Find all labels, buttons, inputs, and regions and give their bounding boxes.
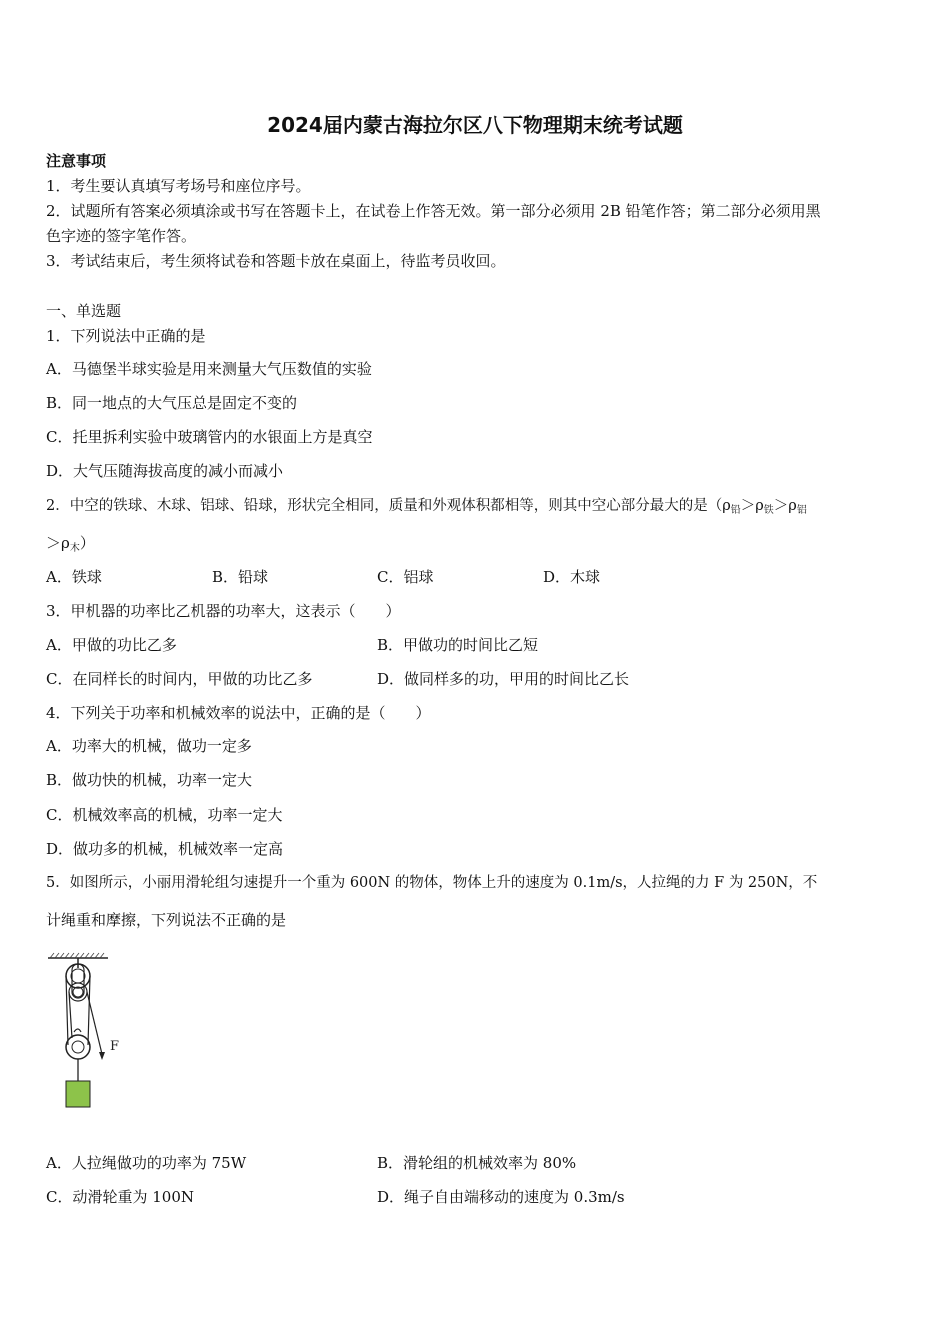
notice-item: 色字迹的签字笔作答。 bbox=[46, 227, 197, 245]
question-2-stem bbox=[46, 496, 807, 518]
question-1-stem: 1．下列说法中正确的是 bbox=[46, 327, 206, 345]
question-5-stem: 5．如图所示，小丽用滑轮组匀速提升一个重为 600N 的物体，物体上升的速度为 0.1m/s，人拉绳的力 F 为 250N，不 bbox=[46, 875, 818, 891]
question-5-option-c[interactable]: C．动滑轮重为 100N bbox=[46, 1188, 195, 1206]
question-2-stem-text: 2．中空的铁球、木球、铝球、铅球，形状完全相同，质量和外观体积都相等，则其中空心部分最大的是（ρ bbox=[46, 498, 731, 514]
force-label: F bbox=[110, 1039, 120, 1054]
density-subscript: 木 bbox=[69, 543, 80, 554]
density-subscript: 铁 bbox=[763, 505, 774, 516]
question-3-option-c[interactable]: C．在同样长的时间内，甲做的功比乙多 bbox=[46, 670, 313, 688]
question-3-option-b[interactable]: B．甲做功的时间比乙短 bbox=[377, 636, 539, 654]
pulley-system-figure bbox=[44, 950, 134, 1115]
question-5-option-a[interactable]: A．人拉绳做功的功率为 75W bbox=[46, 1154, 247, 1172]
question-1-option-d[interactable]: D．大气压随海拔高度的减小而减小 bbox=[46, 462, 284, 480]
question-2-option-b[interactable]: B．铅球 bbox=[212, 568, 269, 586]
greater-than: ＞ρ bbox=[740, 498, 764, 514]
question-2-option-c[interactable]: C．铝球 bbox=[377, 568, 434, 586]
notice-item: 1．考生要认真填写考场号和座位序号。 bbox=[46, 177, 311, 195]
question-2-option-a[interactable]: A．铁球 bbox=[46, 568, 102, 586]
closing-paren: ） bbox=[79, 534, 95, 552]
question-5-stem-cont: 计绳重和摩擦，下列说法不正确的是 bbox=[46, 911, 287, 929]
question-2-stem-cont bbox=[46, 533, 95, 556]
notice-item: 3．考试结束后，考生须将试卷和答题卡放在桌面上，待监考员收回。 bbox=[46, 252, 506, 270]
question-3-option-d[interactable]: D．做同样多的功，甲用的时间比乙长 bbox=[377, 670, 630, 688]
question-4-option-b[interactable]: B．做功快的机械，功率一定大 bbox=[46, 771, 253, 789]
weight-block bbox=[66, 1081, 90, 1107]
question-1-option-b[interactable]: B．同一地点的大气压总是固定不变的 bbox=[46, 394, 298, 412]
question-3-stem: 3．甲机器的功率比乙机器的功率大，这表示（ ） bbox=[46, 602, 401, 620]
arrow-down-icon bbox=[99, 1052, 105, 1060]
question-5-option-b[interactable]: B．滑轮组的机械效率为 80% bbox=[377, 1154, 577, 1172]
question-2-option-d[interactable]: D．木球 bbox=[543, 568, 601, 586]
question-3-option-a[interactable]: A．甲做的功比乙多 bbox=[46, 636, 177, 654]
question-4-stem: 4．下列关于功率和机械效率的说法中，正确的是（ ） bbox=[46, 704, 431, 722]
question-5-option-d[interactable]: D．绳子自由端移动的速度为 0.3m/s bbox=[377, 1188, 625, 1206]
greater-than: ＞ρ bbox=[46, 534, 70, 552]
notice-heading: 注意事项 bbox=[46, 152, 107, 170]
question-1-option-c[interactable]: C．托里拆利实验中玻璃管内的水银面上方是真空 bbox=[46, 428, 373, 446]
section-heading: 一、单选题 bbox=[46, 302, 122, 320]
density-subscript: 铅 bbox=[730, 505, 741, 516]
page-title: 2024届内蒙古海拉尔区八下物理期末统考试题 bbox=[267, 113, 683, 137]
question-4-option-d[interactable]: D．做功多的机械，机械效率一定高 bbox=[46, 840, 284, 858]
movable-pulley bbox=[66, 1035, 90, 1059]
question-4-option-c[interactable]: C．机械效率高的机械，功率一定大 bbox=[46, 806, 283, 824]
notice-item: 2．试题所有答案必须填涂或书写在答题卡上，在试卷上作答无效。第一部分必须用 2B 铅笔作答；第二部分必须用黑 bbox=[46, 202, 821, 220]
question-1-option-a[interactable]: A．马德堡半球实验是用来测量大气压数值的实验 bbox=[46, 360, 372, 378]
greater-than: ＞ρ bbox=[773, 498, 797, 514]
question-4-option-a[interactable]: A．功率大的机械，做功一定多 bbox=[46, 737, 252, 755]
density-subscript: 铝 bbox=[796, 505, 807, 516]
